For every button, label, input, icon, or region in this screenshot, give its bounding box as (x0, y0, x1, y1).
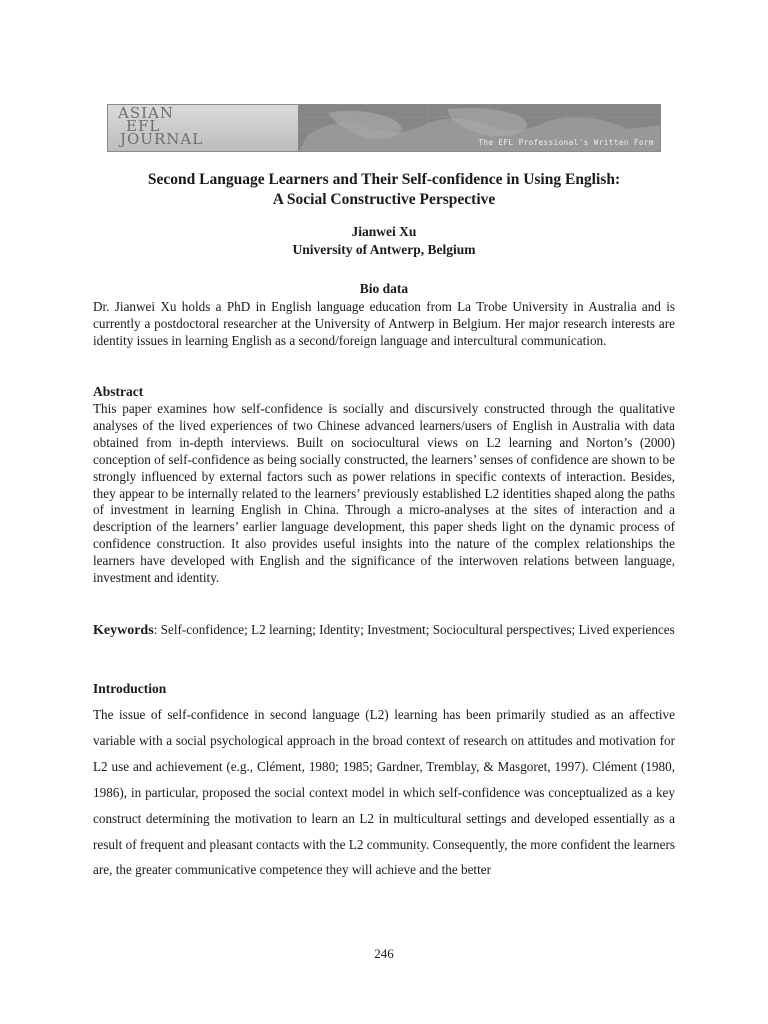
journal-banner (107, 104, 661, 152)
logo-line-efl: EFL (126, 117, 161, 135)
abstract-text: This paper examines how self-confidence is socially and discursively constructed through the qualitative analyses of the lived experiences of two Chinese advanced learners/users of English in Australia with data obtained from in-depth interviews. Built on sociocultural views on L2 learning and Norton’s (2000) conception of self-confidence as being socially constructed, the learners’ senses of confidence are shown to be strongly influenced by external factors such as power relations in specific contexts of interaction. Besides, they appear to be internally related to the learners’ previously established L2 identities shaped along the paths of investment in learning English in China. Through a micro-analyses at the sites of interaction and a description of the learners’ earlier language development, this paper sheds light on the dynamic process of confidence construction. It also provides useful insights into the nature of the complex relationships the learners have developed with English and the significance of the interwoven relations between language, investment and identity. (93, 401, 675, 586)
keywords-label: Keywords (93, 623, 154, 638)
abstract-heading: Abstract (93, 384, 144, 399)
title-line-1: Second Language Learners and Their Self-confidence in Using English: (147, 171, 621, 188)
title-line-2: A Social Constructive Perspective (272, 191, 496, 208)
author-block (90, 223, 678, 259)
author-name: Jianwei Xu (351, 224, 417, 239)
bio-heading: Bio data (359, 281, 409, 296)
banner-logo-area (108, 105, 298, 151)
page-number: 246 (374, 946, 394, 961)
logo-line-asian: ASIAN (118, 104, 174, 122)
author-affiliation: University of Antwerp, Belgium (292, 242, 476, 257)
introduction-heading: Introduction (93, 681, 167, 696)
journal-logo (118, 104, 204, 148)
bio-text: Dr. Jianwei Xu holds a PhD in English language education from La Trobe University in Australia and is currently a postdoctoral researcher at the University of Antwerp in Belgium. Her major research interests are identity issues in learning English as a second/foreign language and intercultural communication. (93, 299, 675, 348)
introduction-text: The issue of self-confidence in second language (L2) learning has been primarily studied as an affective variable with a social psychological approach in the broad context of research on attitudes and motivation for L2 use and achievement (e.g., Clément, 1980; 1985; Gardner, Tremblay, & Masgoret, 1997). Clément (1980, 1986), in particular, proposed the social context model in which self-confidence was conceptualized as a key construct determining the motivation to learn an L2 in multicultural settings and developed essentially as a result of frequent and pleasant contacts with the L2 community. Consequently, the more confident the learners are, the greater communicative competence they will achieve and the better (93, 707, 675, 878)
keywords-text: : Self-confidence; L2 learning; Identity; Investment; Sociocultural perspectives; Lived experiences (153, 622, 675, 637)
article-title (90, 170, 678, 210)
logo-line-journal: JOURNAL (120, 130, 204, 148)
keywords-block (93, 622, 675, 640)
journal-tagline: The EFL Professional's Written Form (478, 138, 654, 147)
